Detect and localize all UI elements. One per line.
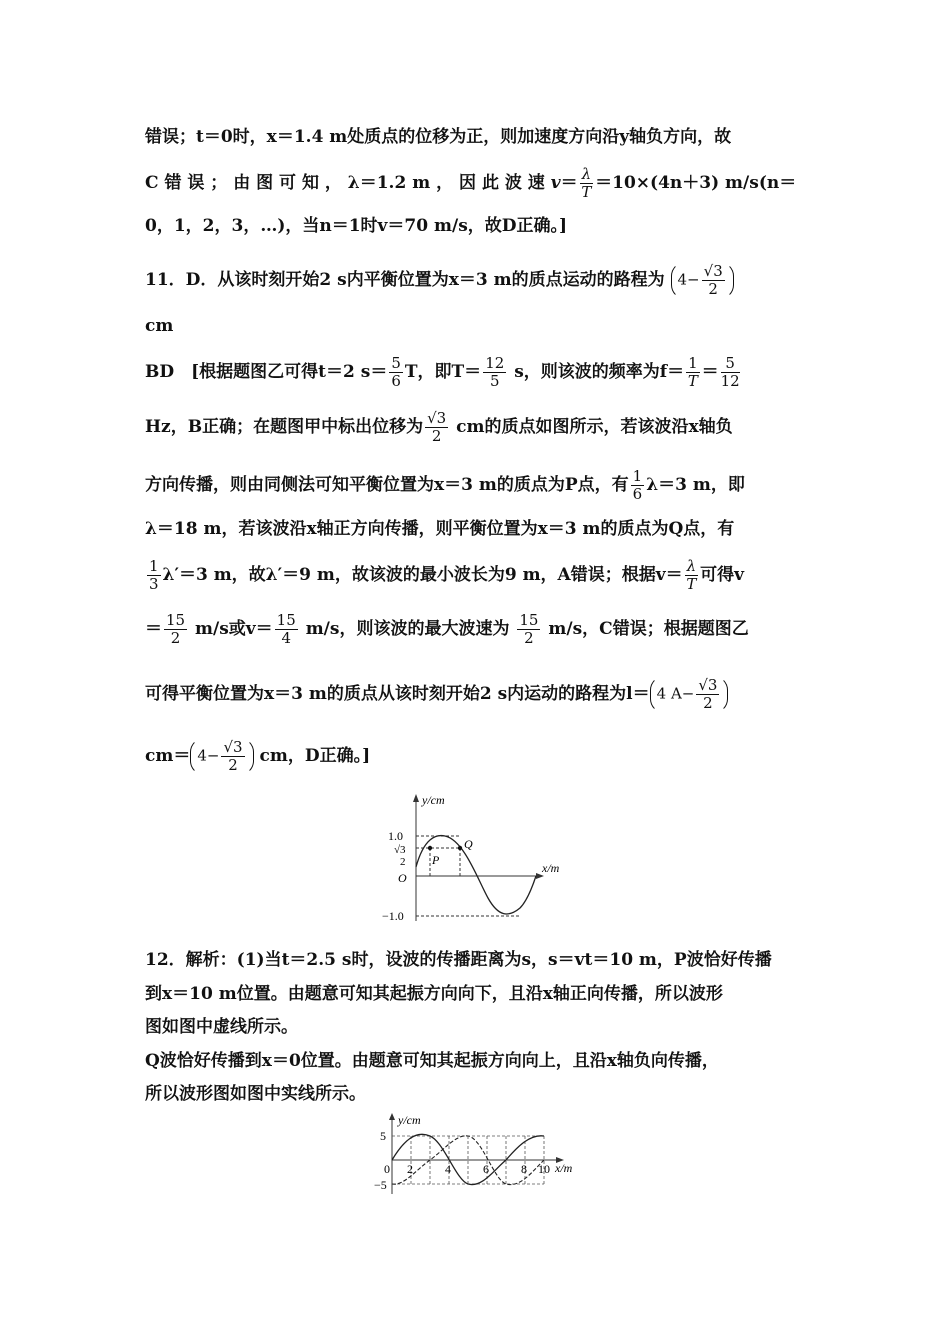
text-line-2-a: C 错 误 ； 由 图 可 知 ， λ＝1.2 m ， 因 此 波 速: [145, 173, 545, 193]
text-line-1: 错误；t＝0时，x＝1.4 m处质点的位移为正，则加速度方向沿y轴负方向，故: [145, 127, 732, 147]
text-line-3: 0，1，2，3，…)，当n＝1时v＝70 m/s，故D正确。]: [145, 216, 568, 236]
y-top-label: 5: [380, 1129, 386, 1143]
point-p-label: P: [432, 853, 440, 867]
y-axis-label: y/cm: [422, 793, 445, 807]
origin-label: O: [398, 871, 407, 885]
fraction-15-2-b: $\frac{15}{2}$: [519, 611, 539, 647]
path-4a-expression: 4 A− $\frac{√3}{2}$: [650, 676, 729, 713]
fraction-1-6: $\frac{1}{6}$: [632, 467, 643, 503]
x-axis-label: x/m: [555, 1161, 573, 1175]
q12-line-a: 12．解析：(1)当t＝2.5 s时，设波的传播距离为s，s＝vt＝10 m，P波恰好传播: [145, 950, 772, 970]
x-tick-labels: [407, 1162, 550, 1176]
path-expression: 4− $\frac{√3}{2}$: [671, 262, 734, 299]
cm-line: cm＝ 4− $\frac{√3}{2}$ cm，D正确。]: [145, 738, 371, 774]
x-tick-10: 10: [538, 1162, 550, 1176]
x-axis-label: x/m: [542, 861, 560, 875]
fraction-15-2: $\frac{15}{2}$: [166, 611, 186, 647]
direction-line: 方向传播，则由同侧法可知平衡位置为x＝3 m的质点为P点，有 $\frac{1}{6}$ λ＝3 m，即: [145, 467, 745, 503]
text-line-2: [145, 166, 796, 201]
point-q-label: Q: [464, 837, 473, 851]
x-tick-2: 2: [407, 1162, 413, 1176]
q12-line-e: 所以波形图如图中实线所示。: [145, 1084, 366, 1104]
point-q-dot: [458, 846, 462, 850]
y-axis-arrow: [413, 794, 419, 802]
x-tick-6: 6: [483, 1162, 489, 1176]
fraction-12-5: $\frac{12}{5}$: [485, 354, 505, 390]
v-symbol: v: [550, 173, 561, 193]
q12-line-d: Q波恰好传播到x＝0位置。由题意可知其起振方向向上，且沿x轴负向传播，: [145, 1051, 719, 1071]
tick-top: 1.0: [388, 829, 403, 843]
fraction-5-12: $\frac{5}{12}$: [720, 354, 740, 390]
fraction-lambda-over-T: $\frac{\lambda}{T}$: [581, 165, 592, 201]
y-axis-arrow: [389, 1113, 395, 1120]
hz-line: Hz，B正确；在题图甲中标出位移为 $\frac{√3}{2}$ cm的质点如图所示，若该波沿x轴负: [145, 409, 733, 445]
tick-sqrt3-den: 2: [400, 856, 406, 868]
answer-bd-line: BD [根据题图乙可得t＝2 s＝ $\frac{5}{6}$ T，即T＝ $\frac{12}{5}$ s，则该波的频率为f＝ $\frac{1}{T}$ ＝ $\frac{5}{12}$: [145, 354, 740, 390]
q12-line-c: 图如图中虚线所示。: [145, 1017, 298, 1037]
velocity-line: ＝ $\frac{15}{2}$ m/s或v＝ $\frac{15}{4}$ m/s，则该波的最大波速为 $\frac{15}{2}$ m/s，C错误；根据题图乙: [145, 611, 749, 647]
point-p-dot: [428, 846, 432, 850]
path-4-expression: 4− $\frac{√3}{2}$: [190, 738, 253, 775]
fraction-sqrt3-2: $\frac{√3}{2}$: [427, 409, 447, 445]
fraction-5-6: $\frac{5}{6}$: [391, 354, 401, 390]
y-axis-label: y/cm: [398, 1113, 421, 1127]
fraction-1-3: $\frac{1}{3}$: [149, 557, 159, 593]
wave-curve: [416, 836, 536, 914]
path-line: 可得平衡位置为x＝3 m的质点从该时刻开始2 s内运动的路程为l＝ 4 A− $\frac{√3}{2}$: [145, 676, 728, 713]
x-tick-4: 4: [445, 1162, 451, 1176]
origin-label: 0: [384, 1162, 390, 1176]
fraction-lambda-T: $\frac{\lambda}{T}$: [686, 557, 697, 593]
y-bottom-label: −5: [374, 1178, 387, 1192]
x-tick-8: 8: [521, 1162, 527, 1176]
question-11-unit: cm: [145, 316, 174, 336]
wave-figure-2: [364, 1110, 584, 1196]
lambda-prime-line: $\frac{1}{3}$ λ′＝3 m，故λ′＝9 m，故该波的最小波长为9 m，A错误；根据v＝ $\frac{\lambda}{T}$ 可得v: [149, 557, 745, 593]
text-line-2-b: ＝10×(4n＋3) m/s(n＝: [595, 173, 797, 193]
fraction-15-4: $\frac{15}{4}$: [276, 611, 296, 647]
fraction-1-T: $\frac{1}{T}$: [687, 354, 698, 390]
q12-line-b: 到x＝10 m位置。由题意可知其起振方向向下，且沿x轴正向传播，所以波形: [145, 984, 723, 1004]
wave-figure-1: [360, 788, 580, 928]
tick-bottom: −1.0: [382, 909, 404, 923]
equals: ＝: [560, 173, 578, 193]
question-11-line: [145, 262, 734, 299]
tick-sqrt3: √3: [394, 844, 406, 856]
lambda-18-line: λ＝18 m，若该波沿x轴正方向传播，则平衡位置为x＝3 m的质点为Q点，有: [145, 519, 735, 539]
question-11-text: 11．D．从该时刻开始2 s内平衡位置为x＝3 m的质点运动的路程为: [145, 270, 665, 290]
